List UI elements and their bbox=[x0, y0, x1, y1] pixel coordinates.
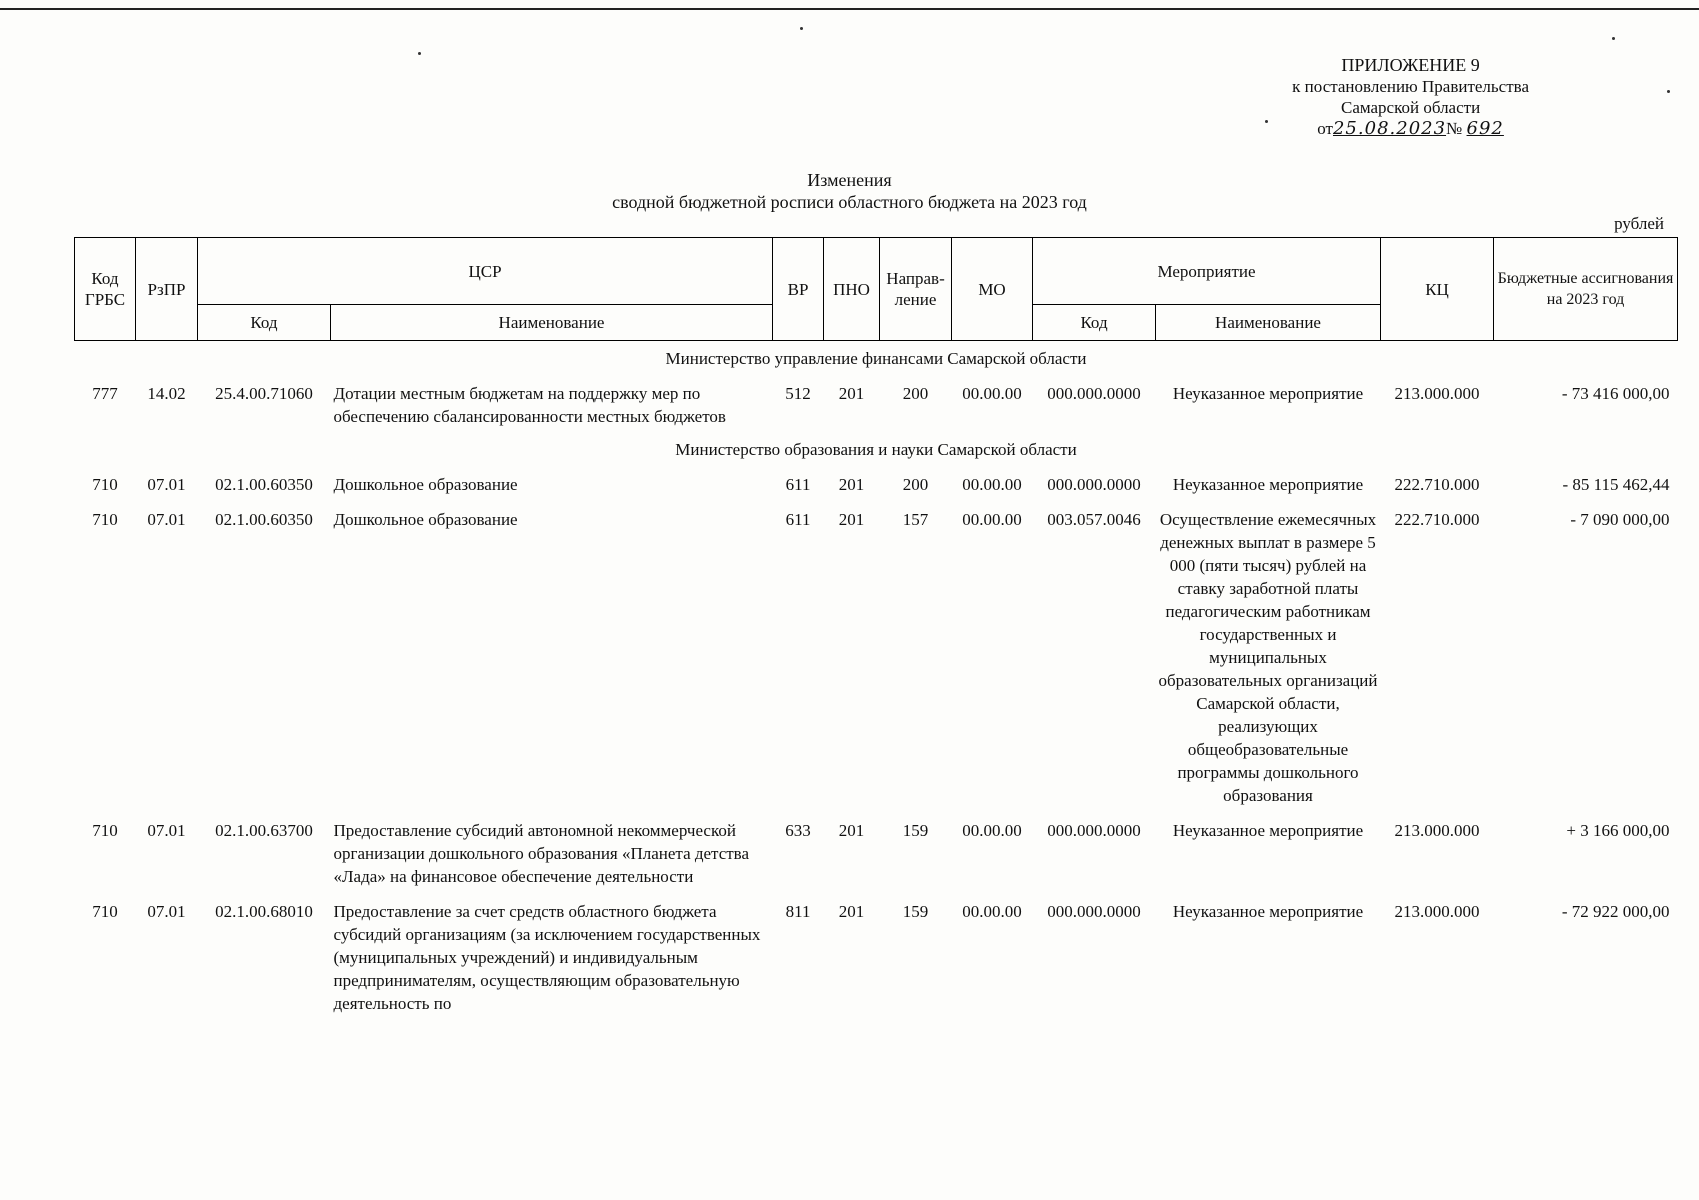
cell-csr-code: 02.1.00.68010 bbox=[215, 902, 313, 921]
cell-kc: 222.710.000 bbox=[1394, 510, 1480, 529]
cell-event-code: 000.000.0000 bbox=[1047, 821, 1141, 840]
cell-csr-name: Предоставление субсидий автономной некоммерческой организации дошкольного образования «Планета детства «Лада» на финансовое обеспечение деятельности bbox=[333, 821, 750, 886]
cell-kc: 213.000.000 bbox=[1394, 902, 1480, 921]
cell-event-code: 003.057.0046 bbox=[1047, 510, 1141, 529]
cell-mo: 00.00.00 bbox=[962, 902, 1022, 921]
header-vr: ВР bbox=[773, 238, 824, 341]
document-title bbox=[0, 169, 1699, 213]
scan-speck bbox=[1265, 120, 1268, 123]
appendix-date-line bbox=[1292, 118, 1529, 139]
appendix-line-1: к постановлению Правительства bbox=[1292, 77, 1529, 96]
cell-grbs: 710 bbox=[92, 510, 118, 529]
cell-pno: 201 bbox=[838, 475, 865, 494]
cell-kc: 222.710.000 bbox=[1394, 475, 1480, 494]
cell-csr-code: 02.1.00.60350 bbox=[215, 510, 313, 529]
header-event-name: Наименование bbox=[1156, 305, 1381, 341]
cell-event-code: 000.000.0000 bbox=[1047, 902, 1141, 921]
section-title: Министерство образования и науки Самарской области bbox=[675, 440, 1077, 459]
cell-amount: - 85 115 462,44 bbox=[1562, 475, 1670, 494]
cell-csr-code: 25.4.00.71060 bbox=[215, 384, 313, 403]
cell-csr-name: Дошкольное образование bbox=[333, 475, 518, 494]
cell-pno: 201 bbox=[838, 821, 865, 840]
header-direction: Направ-ление bbox=[880, 238, 952, 341]
scan-speck bbox=[418, 52, 421, 55]
appendix-block bbox=[1292, 55, 1529, 139]
cell-event-name: Неуказанное мероприятие bbox=[1172, 821, 1364, 840]
cell-rzpr: 07.01 bbox=[147, 902, 186, 921]
header-grbs: Код ГРБС bbox=[75, 238, 136, 341]
cell-amount: - 7 090 000,00 bbox=[1570, 510, 1670, 529]
scan-speck bbox=[800, 27, 803, 30]
handwritten-number: 692 bbox=[1466, 118, 1504, 139]
scan-speck bbox=[1612, 37, 1615, 40]
table-row bbox=[75, 500, 1678, 811]
cell-vr: 512 bbox=[785, 384, 811, 403]
cell-event-name: Осуществление ежемесячных денежных выплат в размере 5 000 (пяти тысяч) рублей на ставку заработной платы педагогическим работникам государственных и муниципальных образовательных организаций Самарской области, реализующих общеобразовательные программы дошкольного образования bbox=[1158, 510, 1378, 805]
handwritten-date: 25.08.2023 bbox=[1332, 118, 1447, 139]
cell-direction: 200 bbox=[902, 384, 929, 403]
cell-mo: 00.00.00 bbox=[962, 384, 1022, 403]
cell-event-code: 000.000.0000 bbox=[1047, 475, 1141, 494]
cell-mo: 00.00.00 bbox=[962, 475, 1022, 494]
cell-event-name: Неуказанное мероприятие bbox=[1172, 475, 1364, 494]
appendix-line-2: Самарской области bbox=[1340, 98, 1481, 117]
cell-csr-name: Предоставление за счет средств областного бюджета субсидий организациям (за исключением государственных (муниципальных учреждений) и индивидуальным предпринимателям, осуществляющим образовательную деятельность по bbox=[333, 902, 761, 1013]
cell-mo: 00.00.00 bbox=[962, 821, 1022, 840]
header-csr: ЦСР bbox=[198, 238, 773, 305]
header-csr-name: Наименование bbox=[331, 305, 773, 341]
header-allocations: Бюджетные ассигнования на 2023 год bbox=[1494, 238, 1678, 341]
cell-vr: 611 bbox=[785, 510, 811, 529]
cell-vr: 811 bbox=[785, 902, 811, 921]
header-mo: МО bbox=[952, 238, 1033, 341]
cell-kc: 213.000.000 bbox=[1394, 384, 1480, 403]
title-line-1: Изменения bbox=[807, 170, 892, 190]
cell-rzpr: 14.02 bbox=[147, 384, 186, 403]
table-body bbox=[75, 341, 1678, 1020]
cell-pno: 201 bbox=[838, 384, 865, 403]
cell-amount: - 72 922 000,00 bbox=[1561, 902, 1670, 921]
cell-grbs: 710 bbox=[92, 821, 118, 840]
cell-csr-code: 02.1.00.60350 bbox=[215, 475, 313, 494]
table-row bbox=[75, 811, 1678, 892]
currency-label: рублей bbox=[1614, 214, 1664, 233]
number-prefix: № bbox=[1446, 119, 1463, 138]
cell-grbs: 710 bbox=[92, 475, 118, 494]
cell-pno: 201 bbox=[838, 902, 865, 921]
cell-direction: 159 bbox=[902, 821, 929, 840]
cell-amount: - 73 416 000,00 bbox=[1561, 384, 1670, 403]
cell-vr: 633 bbox=[785, 821, 811, 840]
cell-rzpr: 07.01 bbox=[147, 821, 186, 840]
date-prefix: от bbox=[1317, 119, 1333, 138]
cell-event-code: 000.000.0000 bbox=[1047, 384, 1141, 403]
cell-csr-name: Дотации местным бюджетам на поддержку мер по обеспечению сбалансированности местных бюджетов bbox=[333, 384, 726, 426]
section-row bbox=[75, 341, 1678, 375]
cell-kc: 213.000.000 bbox=[1394, 821, 1480, 840]
table-row bbox=[75, 465, 1678, 500]
scan-edge-line bbox=[0, 8, 1699, 10]
cell-direction: 157 bbox=[902, 510, 929, 529]
budget-changes-table bbox=[74, 237, 1678, 1019]
header-rzpr: РзПР bbox=[136, 238, 198, 341]
header-pno: ПНО bbox=[824, 238, 880, 341]
cell-direction: 200 bbox=[902, 475, 929, 494]
cell-grbs: 710 bbox=[92, 902, 118, 921]
cell-rzpr: 07.01 bbox=[147, 510, 186, 529]
section-row bbox=[75, 432, 1678, 465]
appendix-number: ПРИЛОЖЕНИЕ 9 bbox=[1341, 55, 1480, 75]
title-line-2: сводной бюджетной росписи областного бюджета на 2023 год bbox=[612, 192, 1087, 212]
header-csr-code: Код bbox=[198, 305, 331, 341]
cell-grbs: 777 bbox=[92, 384, 118, 403]
cell-csr-name: Дошкольное образование bbox=[333, 510, 518, 529]
cell-pno: 201 bbox=[838, 510, 865, 529]
header-kc: КЦ bbox=[1381, 238, 1494, 341]
cell-rzpr: 07.01 bbox=[147, 475, 186, 494]
cell-mo: 00.00.00 bbox=[962, 510, 1022, 529]
table-row bbox=[75, 892, 1678, 1019]
cell-csr-code: 02.1.00.63700 bbox=[215, 821, 313, 840]
cell-event-name: Неуказанное мероприятие bbox=[1172, 902, 1364, 921]
header-event: Мероприятие bbox=[1033, 238, 1381, 305]
section-title: Министерство управление финансами Самарской области bbox=[665, 349, 1087, 368]
cell-amount: + 3 166 000,00 bbox=[1566, 821, 1670, 840]
scan-speck bbox=[1667, 90, 1670, 93]
cell-vr: 611 bbox=[785, 475, 811, 494]
cell-direction: 159 bbox=[902, 902, 929, 921]
cell-event-name: Неуказанное мероприятие bbox=[1172, 384, 1364, 403]
table-row bbox=[75, 374, 1678, 432]
header-event-code: Код bbox=[1033, 305, 1156, 341]
